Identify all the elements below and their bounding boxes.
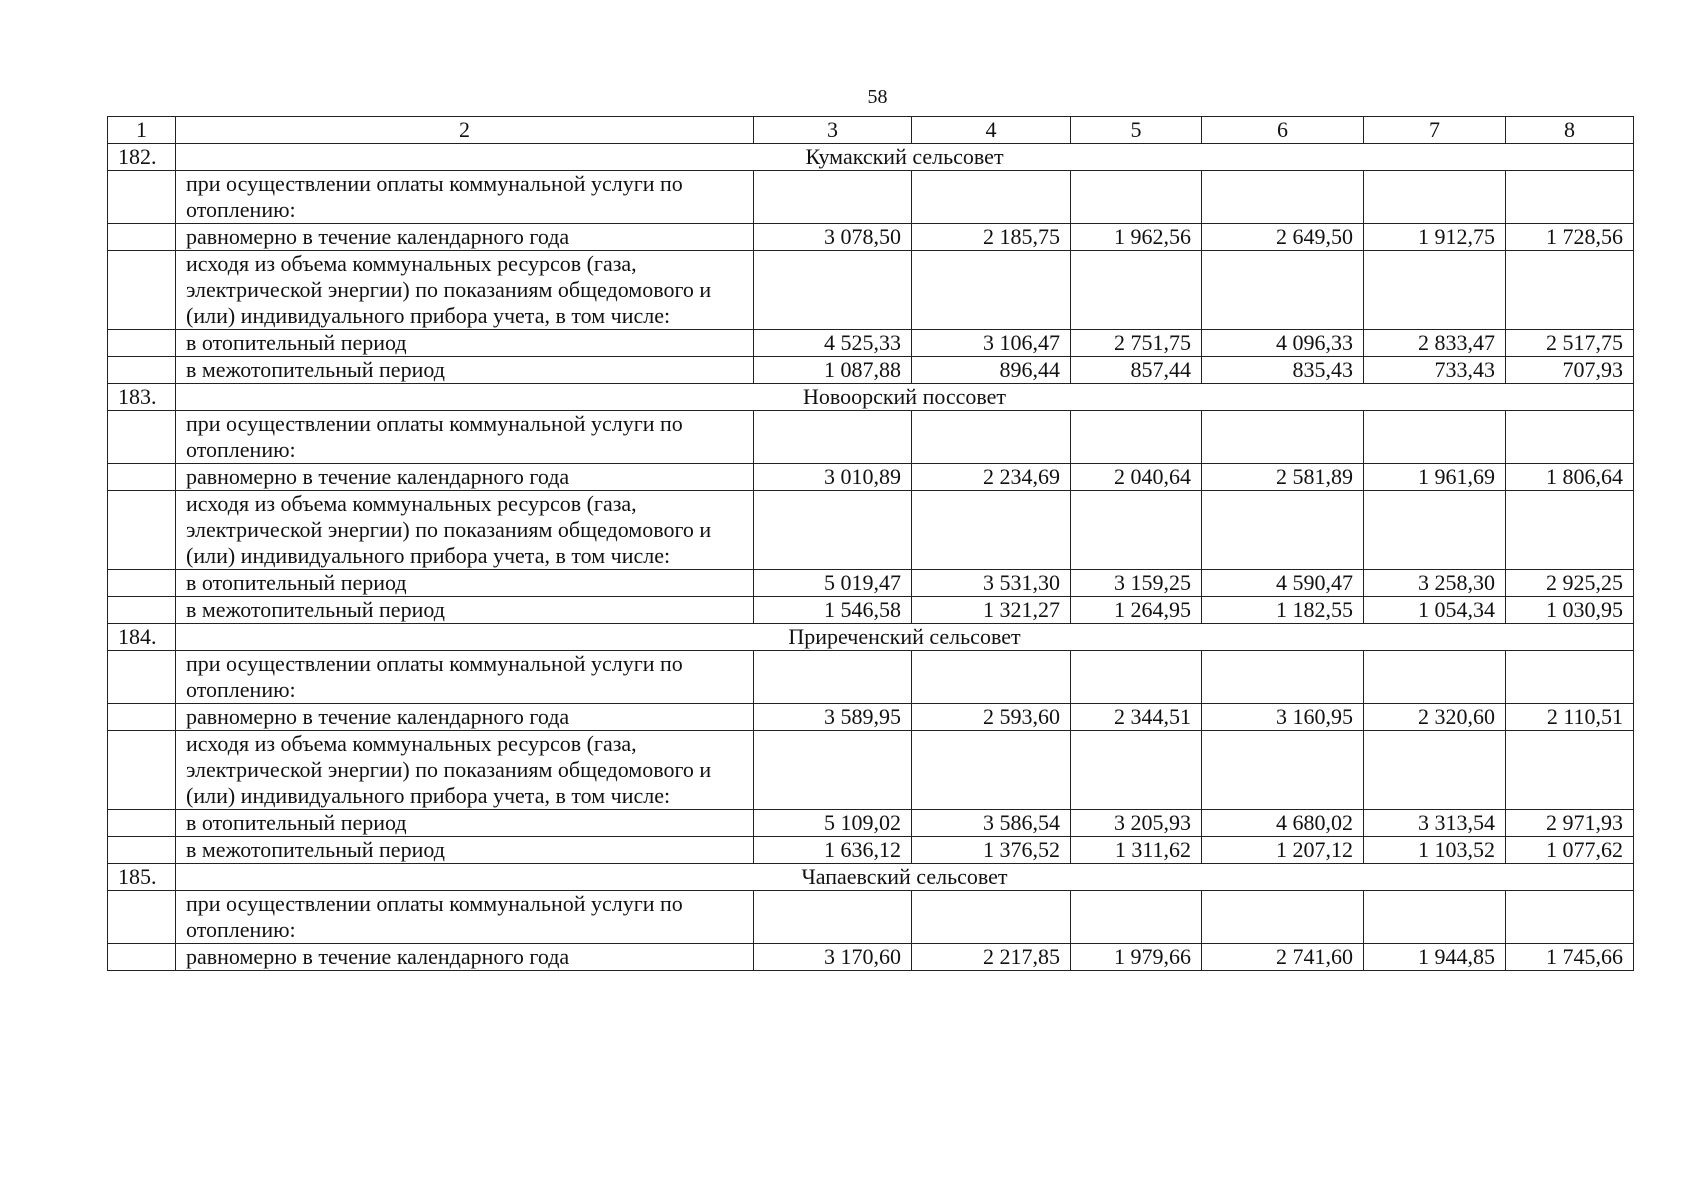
value-cell: 2 581,89	[1202, 464, 1364, 491]
value-cell: 2 741,60	[1202, 944, 1364, 971]
row-number-cell	[108, 224, 176, 251]
value-cell: 3 170,60	[754, 944, 912, 971]
value-cell	[1071, 491, 1202, 570]
value-cell: 5 019,47	[754, 570, 912, 597]
column-number-row	[108, 117, 1634, 144]
table-row	[108, 411, 1634, 464]
value-cell: 1 376,52	[912, 837, 1071, 864]
value-cell	[1364, 491, 1506, 570]
value-cell: 2 517,75	[1506, 330, 1634, 357]
row-label: в межотопительный период	[176, 357, 754, 384]
value-cell: 1 321,27	[912, 597, 1071, 624]
row-label: исходя из объема коммунальных ресурсов (газа, электрической энергии) по показаниям общедомового и (или) индивидуального прибора учета, в том числе:	[176, 731, 754, 810]
value-cell	[1202, 411, 1364, 464]
row-number-cell	[108, 837, 176, 864]
column-number-5: 5	[1071, 117, 1202, 144]
value-cell: 733,43	[1364, 357, 1506, 384]
table-row	[108, 651, 1634, 704]
value-cell: 2 649,50	[1202, 224, 1364, 251]
section-number: 182.	[108, 144, 176, 171]
column-number-2: 2	[176, 117, 754, 144]
row-label: равномерно в течение календарного года	[176, 464, 754, 491]
value-cell	[912, 171, 1071, 224]
value-cell	[754, 411, 912, 464]
value-cell	[1506, 651, 1634, 704]
table-row	[108, 330, 1634, 357]
table-row	[108, 944, 1634, 971]
value-cell: 1 103,52	[1364, 837, 1506, 864]
table-row	[108, 224, 1634, 251]
value-cell	[754, 731, 912, 810]
value-cell	[1071, 411, 1202, 464]
row-label: равномерно в течение календарного года	[176, 944, 754, 971]
row-label: исходя из объема коммунальных ресурсов (газа, электрической энергии) по показаниям общедомового и (или) индивидуального прибора учета, в том числе:	[176, 491, 754, 570]
value-cell: 1 207,12	[1202, 837, 1364, 864]
section-row	[108, 624, 1634, 651]
value-cell: 1 636,12	[754, 837, 912, 864]
row-number-cell	[108, 464, 176, 491]
table-row	[108, 597, 1634, 624]
value-cell	[1506, 251, 1634, 330]
row-number-cell	[108, 251, 176, 330]
value-cell: 896,44	[912, 357, 1071, 384]
row-number-cell	[108, 810, 176, 837]
value-cell: 3 531,30	[912, 570, 1071, 597]
table-row	[108, 464, 1634, 491]
value-cell: 1 728,56	[1506, 224, 1634, 251]
value-cell	[1071, 891, 1202, 944]
row-number-cell	[108, 171, 176, 224]
section-row	[108, 384, 1634, 411]
row-number-cell	[108, 704, 176, 731]
value-cell	[754, 171, 912, 224]
table-row	[108, 731, 1634, 810]
value-cell	[1071, 651, 1202, 704]
section-name: Приреченский сельсовет	[176, 624, 1634, 651]
table-row	[108, 357, 1634, 384]
value-cell	[1202, 491, 1364, 570]
value-cell: 4 096,33	[1202, 330, 1364, 357]
tariff-table	[107, 116, 1634, 971]
value-cell	[754, 651, 912, 704]
value-cell	[1364, 251, 1506, 330]
value-cell: 2 593,60	[912, 704, 1071, 731]
value-cell	[1364, 891, 1506, 944]
value-cell	[1364, 171, 1506, 224]
column-number-7: 7	[1364, 117, 1506, 144]
section-row	[108, 144, 1634, 171]
value-cell: 1 745,66	[1506, 944, 1634, 971]
value-cell: 2 751,75	[1071, 330, 1202, 357]
row-number-cell	[108, 330, 176, 357]
table-row	[108, 251, 1634, 330]
value-cell: 2 234,69	[912, 464, 1071, 491]
section-name: Кумакский сельсовет	[176, 144, 1634, 171]
table-row	[108, 704, 1634, 731]
value-cell: 1 979,66	[1071, 944, 1202, 971]
value-cell: 835,43	[1202, 357, 1364, 384]
value-cell	[1506, 411, 1634, 464]
value-cell	[1506, 171, 1634, 224]
row-label: в отопительный период	[176, 570, 754, 597]
row-label: в межотопительный период	[176, 597, 754, 624]
column-number-6: 6	[1202, 117, 1364, 144]
column-number-3: 3	[754, 117, 912, 144]
value-cell: 2 185,75	[912, 224, 1071, 251]
value-cell: 3 106,47	[912, 330, 1071, 357]
column-number-1: 1	[108, 117, 176, 144]
value-cell	[1506, 891, 1634, 944]
value-cell: 1 311,62	[1071, 837, 1202, 864]
value-cell	[912, 251, 1071, 330]
value-cell	[1506, 491, 1634, 570]
value-cell	[1071, 171, 1202, 224]
row-number-cell	[108, 731, 176, 810]
row-number-cell	[108, 411, 176, 464]
value-cell: 707,93	[1506, 357, 1634, 384]
table-row	[108, 837, 1634, 864]
row-label: исходя из объема коммунальных ресурсов (газа, электрической энергии) по показаниям общедомового и (или) индивидуального прибора учета, в том числе:	[176, 251, 754, 330]
value-cell	[754, 491, 912, 570]
row-number-cell	[108, 944, 176, 971]
value-cell	[1071, 251, 1202, 330]
value-cell	[1202, 731, 1364, 810]
value-cell: 1 961,69	[1364, 464, 1506, 491]
row-number-cell	[108, 570, 176, 597]
section-number: 185.	[108, 864, 176, 891]
value-cell: 2 344,51	[1071, 704, 1202, 731]
value-cell: 3 159,25	[1071, 570, 1202, 597]
value-cell: 3 258,30	[1364, 570, 1506, 597]
row-number-cell	[108, 891, 176, 944]
value-cell: 1 264,95	[1071, 597, 1202, 624]
value-cell	[1364, 651, 1506, 704]
row-number-cell	[108, 357, 176, 384]
column-number-8: 8	[1506, 117, 1634, 144]
section-number: 184.	[108, 624, 176, 651]
row-label: в отопительный период	[176, 330, 754, 357]
value-cell: 3 078,50	[754, 224, 912, 251]
value-cell: 2 971,93	[1506, 810, 1634, 837]
section-name: Чапаевский сельсовет	[176, 864, 1634, 891]
section-row	[108, 864, 1634, 891]
value-cell	[1202, 651, 1364, 704]
value-cell: 5 109,02	[754, 810, 912, 837]
section-number: 183.	[108, 384, 176, 411]
row-label: при осуществлении оплаты коммунальной услуги по отоплению:	[176, 651, 754, 704]
value-cell	[1071, 731, 1202, 810]
table-row	[108, 810, 1634, 837]
section-name: Новоорский поссовет	[176, 384, 1634, 411]
value-cell	[912, 731, 1071, 810]
value-cell	[912, 891, 1071, 944]
value-cell: 3 313,54	[1364, 810, 1506, 837]
row-number-cell	[108, 491, 176, 570]
value-cell: 1 546,58	[754, 597, 912, 624]
value-cell: 3 589,95	[754, 704, 912, 731]
value-cell: 1 912,75	[1364, 224, 1506, 251]
value-cell	[1506, 731, 1634, 810]
value-cell: 3 205,93	[1071, 810, 1202, 837]
value-cell: 4 525,33	[754, 330, 912, 357]
value-cell: 1 806,64	[1506, 464, 1634, 491]
row-number-cell	[108, 597, 176, 624]
value-cell: 3 010,89	[754, 464, 912, 491]
table-body	[108, 117, 1634, 971]
table-row	[108, 491, 1634, 570]
table-row	[108, 171, 1634, 224]
row-label: в межотопительный период	[176, 837, 754, 864]
value-cell: 3 160,95	[1202, 704, 1364, 731]
value-cell: 2 217,85	[912, 944, 1071, 971]
row-label: равномерно в течение календарного года	[176, 704, 754, 731]
value-cell: 1 087,88	[754, 357, 912, 384]
value-cell	[1364, 731, 1506, 810]
row-label: в отопительный период	[176, 810, 754, 837]
value-cell: 4 590,47	[1202, 570, 1364, 597]
value-cell: 2 110,51	[1506, 704, 1634, 731]
value-cell	[754, 891, 912, 944]
value-cell	[1202, 891, 1364, 944]
value-cell	[754, 251, 912, 330]
row-label: равномерно в течение календарного года	[176, 224, 754, 251]
value-cell	[912, 411, 1071, 464]
row-label: при осуществлении оплаты коммунальной услуги по отоплению:	[176, 891, 754, 944]
value-cell: 2 925,25	[1506, 570, 1634, 597]
value-cell: 4 680,02	[1202, 810, 1364, 837]
value-cell: 1 054,34	[1364, 597, 1506, 624]
value-cell: 1 944,85	[1364, 944, 1506, 971]
value-cell: 2 833,47	[1364, 330, 1506, 357]
value-cell: 3 586,54	[912, 810, 1071, 837]
row-label: при осуществлении оплаты коммунальной услуги по отоплению:	[176, 411, 754, 464]
table-row	[108, 891, 1634, 944]
value-cell: 1 030,95	[1506, 597, 1634, 624]
table-row	[108, 570, 1634, 597]
row-label: при осуществлении оплаты коммунальной услуги по отоплению:	[176, 171, 754, 224]
value-cell	[912, 491, 1071, 570]
value-cell: 1 077,62	[1506, 837, 1634, 864]
page-number: 58	[867, 86, 888, 108]
value-cell	[912, 651, 1071, 704]
value-cell: 2 320,60	[1364, 704, 1506, 731]
column-number-4: 4	[912, 117, 1071, 144]
value-cell	[1202, 171, 1364, 224]
value-cell: 1 182,55	[1202, 597, 1364, 624]
value-cell: 1 962,56	[1071, 224, 1202, 251]
value-cell: 857,44	[1071, 357, 1202, 384]
value-cell	[1364, 411, 1506, 464]
row-number-cell	[108, 651, 176, 704]
value-cell: 2 040,64	[1071, 464, 1202, 491]
value-cell	[1202, 251, 1364, 330]
